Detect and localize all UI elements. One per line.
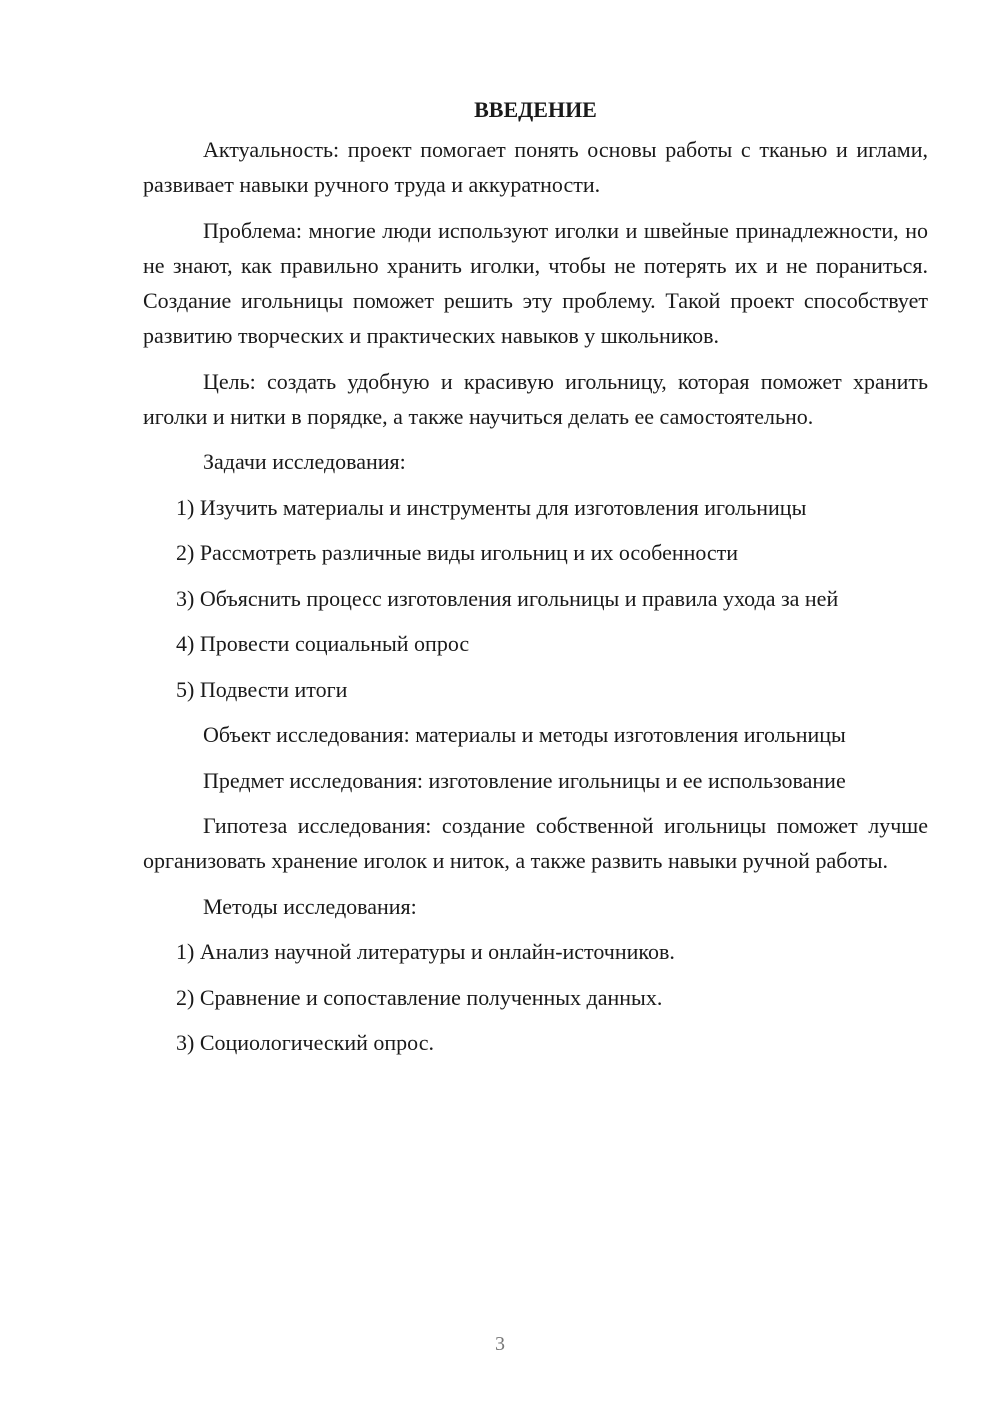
methods-heading: Методы исследования: — [203, 893, 417, 919]
page-number: 3 — [495, 1333, 505, 1355]
relevance-paragraph: Актуальность: проект помогает понять основы работы с тканью и иглами, развивает навыки ручного труда и аккуратности. — [143, 137, 928, 198]
subject-paragraph: Предмет исследования: изготовление игольницы и ее использование — [203, 767, 846, 793]
page-content — [143, 94, 928, 1071]
hypothesis-paragraph: Гипотеза исследования: создание собственной игольницы поможет лучше организовать хранение иголок и ниток, а также развить навыки ручной работы. — [143, 812, 928, 874]
list-item: 2) Сравнение и сопоставление полученных данных. — [176, 984, 663, 1010]
list-item: 1) Изучить материалы и инструменты для изготовления игольницы — [176, 494, 807, 520]
object-paragraph: Объект исследования: материалы и методы изготовления игольницы — [203, 722, 846, 748]
problem-paragraph: Проблема: многие люди используют иголки и швейные принадлежности, но не знают, как правильно хранить иголки, чтобы не потерять их и не пораниться. Создание игольницы поможет решить эту проблему. Такой проект способствует развитию творческих и практических навыков у школьников. — [143, 217, 928, 349]
tasks-list — [143, 490, 928, 707]
list-item: 2) Рассмотреть различные виды игольниц и их особенности — [176, 540, 739, 566]
methods-list — [143, 934, 928, 1060]
list-item: 4) Провести социальный опрос — [176, 631, 470, 657]
list-item: 1) Анализ научной литературы и онлайн-источников. — [176, 939, 675, 965]
list-item: 5) Подвести итоги — [176, 676, 348, 702]
goal-paragraph: Цель: создать удобную и красивую игольницу, которая поможет хранить иголки и нитки в порядке, а также научиться делать ее самостоятельно. — [143, 368, 928, 430]
list-item: 3) Объяснить процесс изготовления игольницы и правила ухода за ней — [176, 585, 839, 611]
tasks-heading: Задачи исследования: — [203, 449, 406, 475]
list-item: 3) Социологический опрос. — [176, 1030, 434, 1056]
page-title: ВВЕДЕНИЕ — [474, 97, 597, 122]
